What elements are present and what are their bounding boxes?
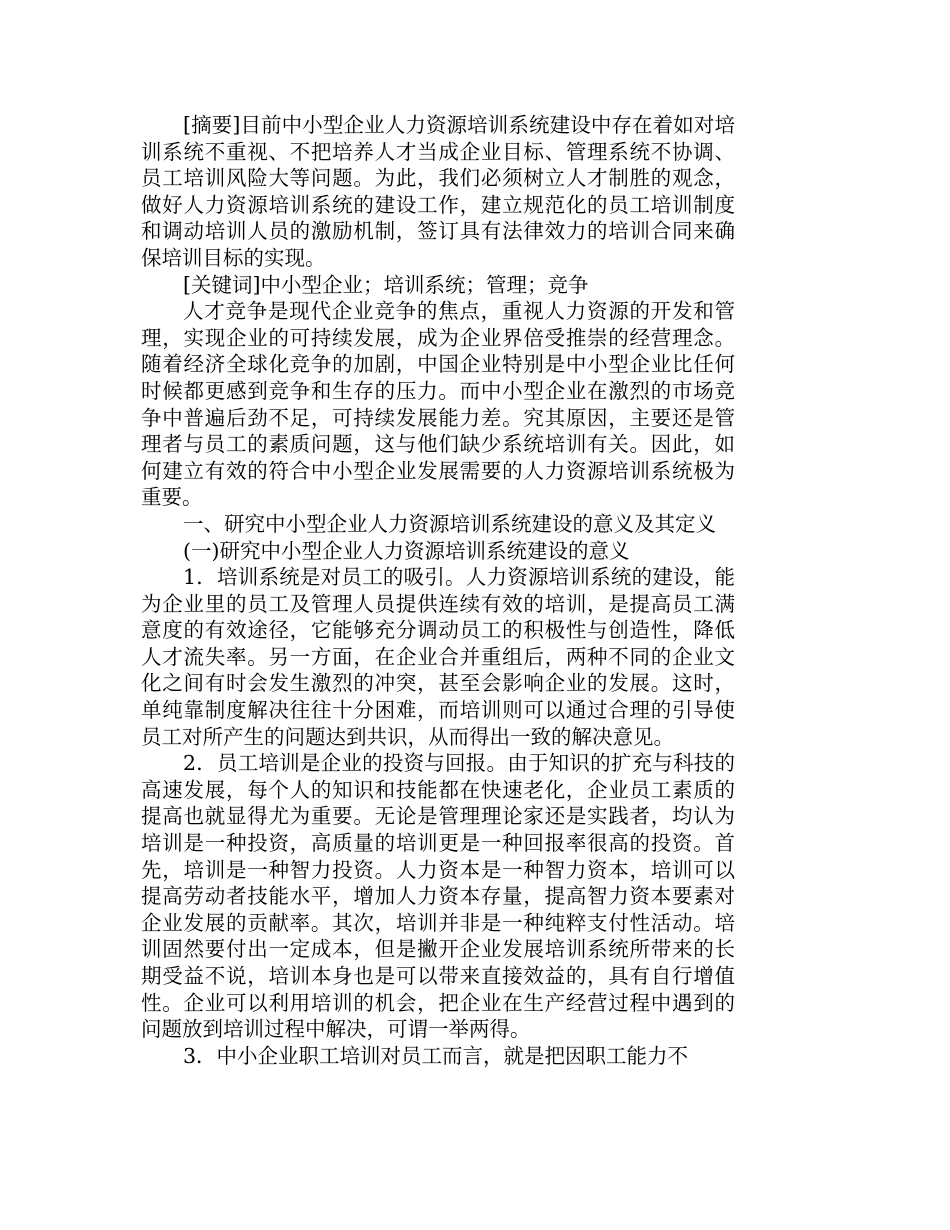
body-paragraph-1: 1．培训系统是对员工的吸引。人力资源培训系统的建设，能为企业里的员工及管理人员提供连续有效的培训，是提高员工满意度的有效途径，它能够充分调动员工的积极性与创造性，降低人才流失率。另一方面，在企业合并重组后，两种不同的企业文化之间有时会发生激烈的冲突，甚至会影响企业的发展。这时，单纯靠制度解决往往十分困难，而培训则可以通过合理的引导使员工对所产生的问题达到共识，从而得出一致的解决意见。 (141, 565, 735, 749)
section-heading: 一、研究中小型企业人力资源培训系统建设的意义及其定义 (183, 511, 717, 536)
keywords-paragraph: [关键词]中小型企业；培训系统；管理；竞争 (183, 272, 589, 297)
body-paragraph-2: 2．员工培训是企业的投资与回报。由于知识的扩充与科技的高速发展，每个人的知识和技能都在快速老化，企业员工素质的提高也就显得尤为重要。无论是管理理论家还是实践者，均认为培训是一种投资，高质量的培训更是一种回报率很高的投资。首先，培训是一种智力投资。人力资本是一种智力资本，培训可以提高劳动者技能水平，增加人力资本存量，提高智力资本要素对企业发展的贡献率。其次，培训并非是一种纯粹支付性活动。培训固然要付出一定成本，但是撇开企业发展培训系统所带来的长期受益不说，培训本身也是可以带来直接效益的，具有自行增值性。企业可以利用培训的机会，把企业在生产经营过程中遇到的问题放到培训过程中解决，可谓一举两得。 (141, 751, 735, 1042)
abstract-paragraph: [摘要]目前中小型企业人力资源培训系统建设中存在着如对培训系统不重视、不把培养人才当成企业目标、管理系统不协调、员工培训风险大等问题。为此，我们必须树立人才制胜的观念，做好人力资源培训系统的建设工作，建立规范化的员工培训制度和调动培训人员的激励机制，签订具有法律效力的培训合同来确保培训目标的实现。 (141, 113, 735, 270)
body-paragraph-3: 3．中小企业职工培训对员工而言，就是把因职工能力不 (183, 1043, 689, 1068)
document-body (141, 112, 735, 1069)
intro-paragraph: 人才竞争是现代企业竞争的焦点，重视人力资源的开发和管理，实现企业的可持续发展，成为企业界倍受推崇的经营理念。随着经济全球化竞争的加剧，中国企业特别是中小型企业比任何时候都更感到竞争和生存的压力。而中小型企业在激烈的市场竞争中普遍后劲不足，可持续发展能力差。究其原因，主要还是管理者与员工的素质问题，这与他们缺少系统培训有关。因此，如何建立有效的符合中小型企业发展需要的人力资源培训系统极为重要。 (141, 299, 735, 510)
subsection-heading: (一)研究中小型企业人力资源培训系统建设的意义 (183, 538, 630, 563)
